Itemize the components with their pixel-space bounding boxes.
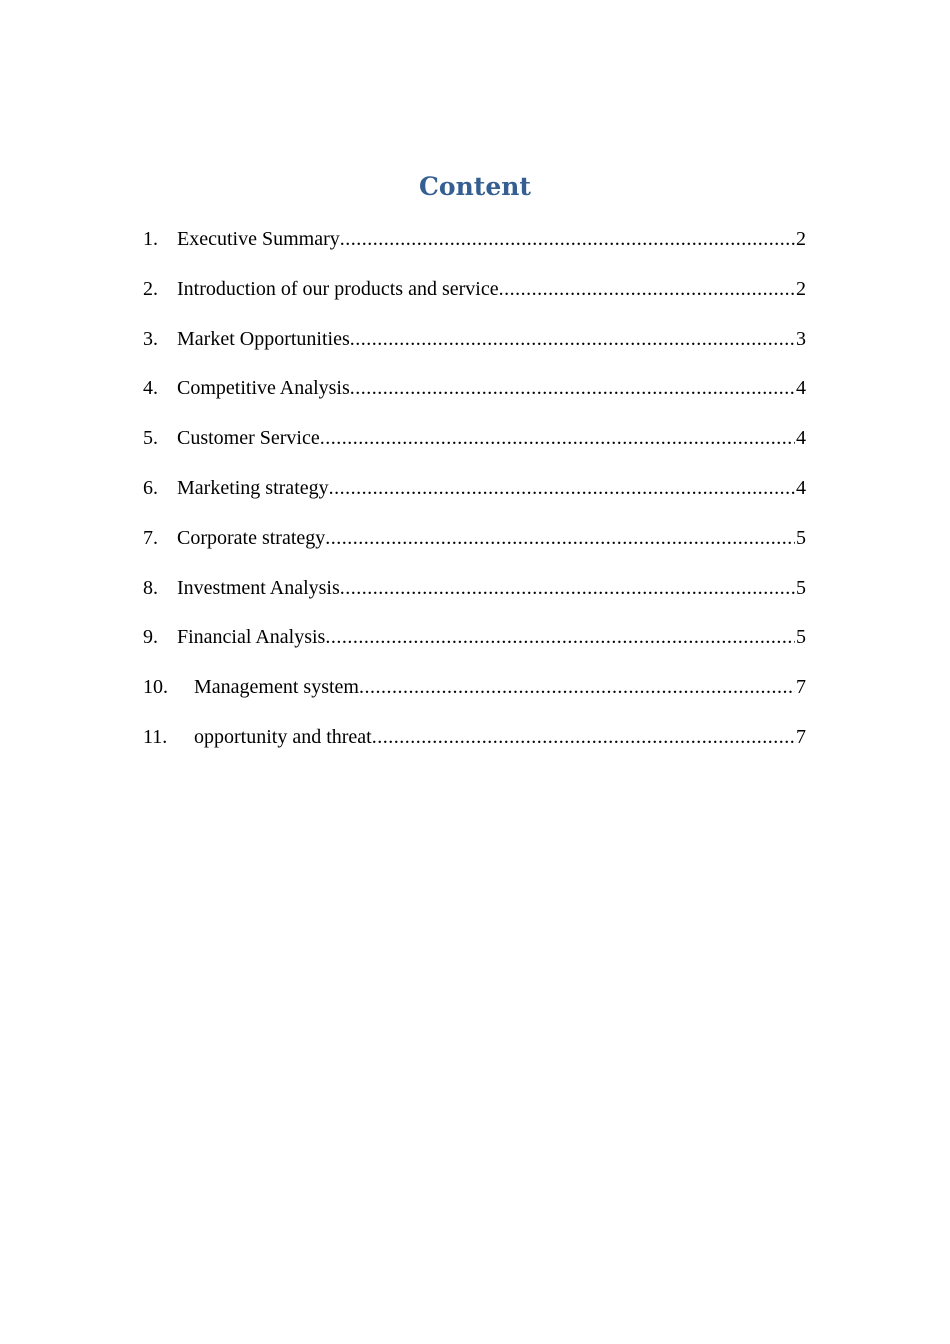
toc-entry-opportunity-and-threat[interactable] [143,726,806,776]
toc-entry-label: Investment Analysis [177,576,340,599]
toc-entry-number: 1. [143,228,158,250]
toc-entry-label: Corporate strategy [177,526,326,549]
toc-entry-number: 7. [143,526,158,549]
table-of-contents [143,228,806,776]
toc-entry-executive-summary[interactable] [143,228,806,278]
toc-entry-number: 11. [143,725,168,748]
toc-entry-introduction[interactable] [143,278,806,328]
toc-entry-page: 2 [796,228,806,250]
toc-entry-financial-analysis[interactable] [143,626,806,676]
toc-entry-marketing-strategy[interactable] [143,477,806,527]
toc-entry-number: 4. [143,377,158,400]
toc-dot-leader [320,427,795,450]
toc-entry-number: 10. [143,676,168,699]
toc-dot-leader [350,328,795,351]
toc-entry-number: 8. [143,576,158,599]
toc-entry-label: Management system [194,676,359,699]
toc-entry-label: Competitive Analysis [177,377,350,400]
toc-entry-page: 7 [796,676,806,699]
toc-entry-label: Financial Analysis [177,626,326,649]
toc-dot-leader [359,676,795,699]
toc-entry-investment-analysis[interactable] [143,577,806,627]
toc-entry-label: Customer Service [177,427,320,450]
toc-entry-label: Marketing strategy [177,476,329,499]
toc-dot-leader [329,477,795,500]
toc-entry-management-system[interactable] [143,676,806,726]
toc-dot-leader [499,278,795,301]
toc-entry-label: Introduction of our products and service [177,277,499,300]
toc-entry-page: 3 [796,327,806,350]
toc-dot-leader [372,726,795,749]
toc-entry-page: 5 [796,626,806,649]
toc-entry-number: 5. [143,427,158,450]
toc-title: Content [419,172,531,201]
toc-entry-label: Market Opportunities [177,327,350,350]
toc-entry-label: Executive Summary [177,228,340,250]
toc-entry-page: 2 [796,277,806,300]
toc-dot-leader [350,377,795,400]
toc-entry-market-opportunities[interactable] [143,328,806,378]
toc-entry-number: 2. [143,277,158,300]
toc-entry-page: 5 [796,576,806,599]
toc-entry-corporate-strategy[interactable] [143,527,806,577]
toc-dot-leader [325,527,795,550]
toc-entry-page: 4 [796,377,806,400]
toc-entry-competitive-analysis[interactable] [143,377,806,427]
toc-entry-page: 7 [796,725,806,748]
toc-entry-page: 5 [796,526,806,549]
toc-entry-customer-service[interactable] [143,427,806,477]
toc-entry-label: opportunity and threat [194,725,372,748]
toc-dot-leader [325,626,795,649]
toc-dot-leader [340,577,795,600]
toc-entry-page: 4 [796,476,806,499]
toc-dot-leader [340,228,795,251]
toc-entry-page: 4 [796,427,806,450]
toc-entry-number: 6. [143,476,158,499]
toc-entry-number: 9. [143,626,158,649]
toc-entry-number: 3. [143,327,158,350]
